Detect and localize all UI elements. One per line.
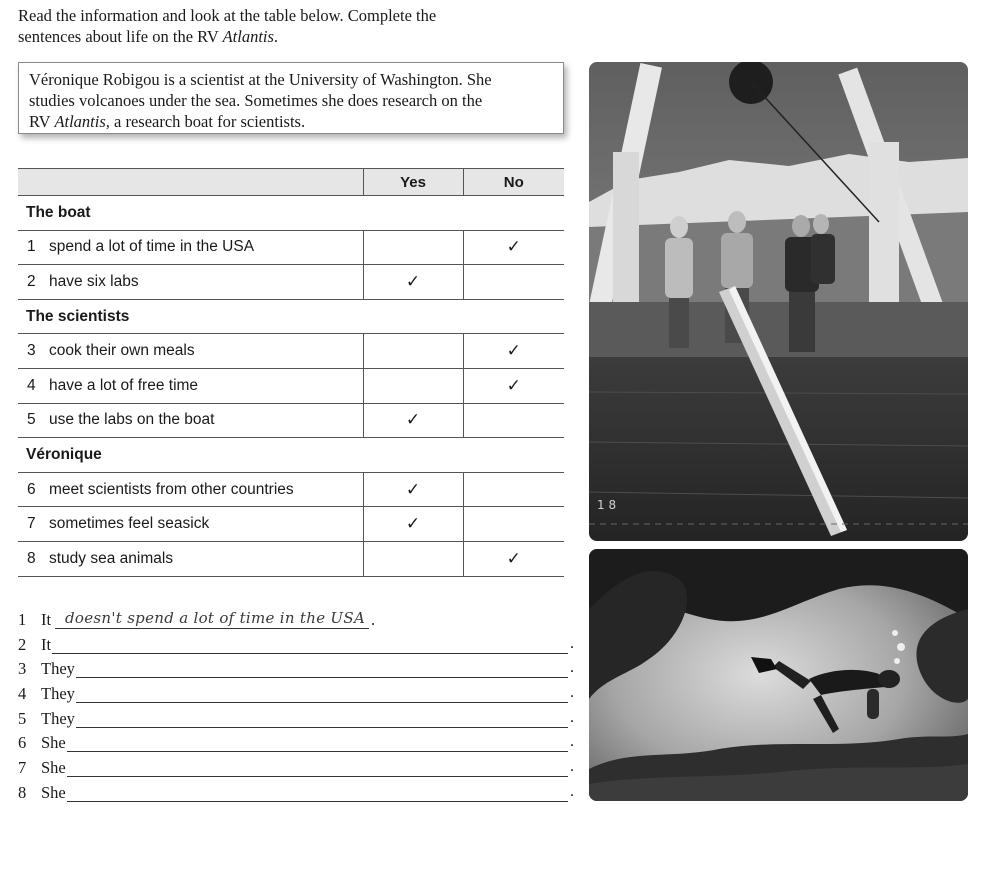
table-section-row <box>18 438 564 473</box>
section-title: The boat <box>18 196 564 231</box>
sentence-row <box>18 758 578 783</box>
section-title: Véronique <box>18 438 564 473</box>
sentence-subject: She <box>41 733 66 753</box>
answer-line[interactable] <box>67 751 568 752</box>
no-cell: ✓ <box>463 334 564 369</box>
row-number: 4 <box>27 376 36 394</box>
row-text: cook their own meals <box>49 342 195 360</box>
row-label <box>18 507 363 542</box>
no-cell: ✓ <box>463 368 564 403</box>
answer-line[interactable] <box>67 776 568 777</box>
table-row <box>18 541 564 576</box>
row-number: 5 <box>27 411 36 429</box>
info-boat-name: Atlantis, <box>54 112 110 131</box>
no-cell <box>463 472 564 507</box>
scuba-diver-image <box>589 549 968 801</box>
sentence-period: . <box>570 634 574 652</box>
no-cell: ✓ <box>463 541 564 576</box>
row-label <box>18 334 363 369</box>
boat-deck-image <box>589 62 968 541</box>
table-header-row <box>18 169 564 196</box>
header-yes: Yes <box>363 169 463 196</box>
sentence-subject: They <box>41 659 75 679</box>
instructions-text: sentences about life on the RV <box>18 27 223 46</box>
row-text: study sea animals <box>49 549 174 567</box>
no-cell <box>463 507 564 542</box>
research-boat-photo <box>589 62 968 541</box>
sentence-period: . <box>371 610 376 629</box>
header-no: No <box>463 169 564 196</box>
yes-cell: ✓ <box>363 472 463 507</box>
table-row <box>18 334 564 369</box>
sentence-list <box>18 610 578 808</box>
sentence-subject: It <box>41 634 52 654</box>
yes-no-table <box>18 168 564 577</box>
answer-line[interactable] <box>67 801 568 802</box>
answer-line <box>55 628 369 629</box>
info-box <box>18 62 564 134</box>
row-label <box>18 265 363 300</box>
instructions-line-1: Read the information and look at the table below. Complete the <box>18 6 437 25</box>
sentence-row <box>18 733 578 758</box>
hull-number: 1 8 <box>597 498 617 512</box>
yes-cell: ✓ <box>363 403 463 438</box>
sentence-number: 4 <box>18 684 27 704</box>
sentence-subject: She <box>41 782 66 802</box>
answer-line[interactable] <box>76 702 568 703</box>
sentence-subject: They <box>41 708 75 728</box>
instructions-period: . <box>273 27 279 46</box>
sentence-period: . <box>570 708 574 726</box>
sentence-period: . <box>570 758 574 776</box>
no-cell <box>463 265 564 300</box>
sentence-period: . <box>570 782 574 800</box>
sentence-subject: They <box>41 684 75 704</box>
info-text: RV <box>29 112 55 131</box>
sentence-row <box>18 684 578 709</box>
sentence-period: . <box>570 659 574 677</box>
sentence-number: 3 <box>18 659 27 679</box>
row-label <box>18 541 363 576</box>
table-section-row <box>18 196 564 231</box>
row-text: sometimes feel seasick <box>49 515 210 533</box>
row-label <box>18 472 363 507</box>
sentence-number: 5 <box>18 708 27 728</box>
row-text: have a lot of free time <box>49 376 199 394</box>
table-row <box>18 507 564 542</box>
instructions <box>18 5 578 47</box>
yes-cell: ✓ <box>363 265 463 300</box>
sentence-subject: She <box>41 758 66 778</box>
table-row <box>18 265 564 300</box>
info-text-end: a research boat for scientists. <box>109 112 306 131</box>
sentence-number: 6 <box>18 733 27 753</box>
sentence-number: 8 <box>18 782 27 802</box>
sentence-row <box>18 659 578 684</box>
table-row <box>18 368 564 403</box>
yes-cell <box>363 230 463 265</box>
row-label <box>18 368 363 403</box>
header-blank <box>18 169 363 196</box>
yes-cell <box>363 334 463 369</box>
row-label <box>18 403 363 438</box>
row-number: 8 <box>27 549 36 567</box>
row-label <box>18 230 363 265</box>
sentence-number: 7 <box>18 758 27 778</box>
no-cell <box>463 403 564 438</box>
row-text: meet scientists from other countries <box>49 480 294 498</box>
row-text: have six labs <box>49 272 139 290</box>
sentence-subject: It <box>41 610 52 629</box>
sentence-row <box>18 783 578 808</box>
sentence-period: . <box>570 733 574 751</box>
sentence-period: . <box>570 684 574 702</box>
diver-photo <box>589 549 968 801</box>
row-number: 3 <box>27 342 36 360</box>
table-row <box>18 472 564 507</box>
section-title: The scientists <box>18 299 564 334</box>
row-text: spend a lot of time in the USA <box>49 238 255 256</box>
table-row <box>18 403 564 438</box>
sentence-row <box>18 635 578 660</box>
info-line-1: Véronique Robigou is a scientist at the University of Washington. She <box>29 70 492 89</box>
yes-cell <box>363 541 463 576</box>
answer-line[interactable] <box>76 727 568 728</box>
sentence-number: 1 <box>18 610 27 629</box>
yes-cell: ✓ <box>363 507 463 542</box>
instructions-boat-name: Atlantis <box>222 27 274 46</box>
sentence-row <box>18 709 578 734</box>
sentence-example <box>18 610 578 635</box>
row-number: 6 <box>27 480 36 498</box>
answer-line[interactable] <box>52 653 568 654</box>
info-line-3 <box>29 111 553 132</box>
row-number: 7 <box>27 515 36 533</box>
row-number: 2 <box>27 272 36 290</box>
yes-cell <box>363 368 463 403</box>
no-cell: ✓ <box>463 230 564 265</box>
instructions-line-2 <box>18 26 578 47</box>
table-row <box>18 230 564 265</box>
row-text: use the labs on the boat <box>49 411 215 429</box>
answer-line[interactable] <box>76 677 568 678</box>
row-number: 1 <box>27 238 36 256</box>
info-line-2: studies volcanoes under the sea. Sometimes she does research on the <box>29 91 483 110</box>
sentence-number: 2 <box>18 634 27 654</box>
example-answer: doesn't spend a lot of time in the USA <box>65 609 366 627</box>
table-section-row <box>18 299 564 334</box>
